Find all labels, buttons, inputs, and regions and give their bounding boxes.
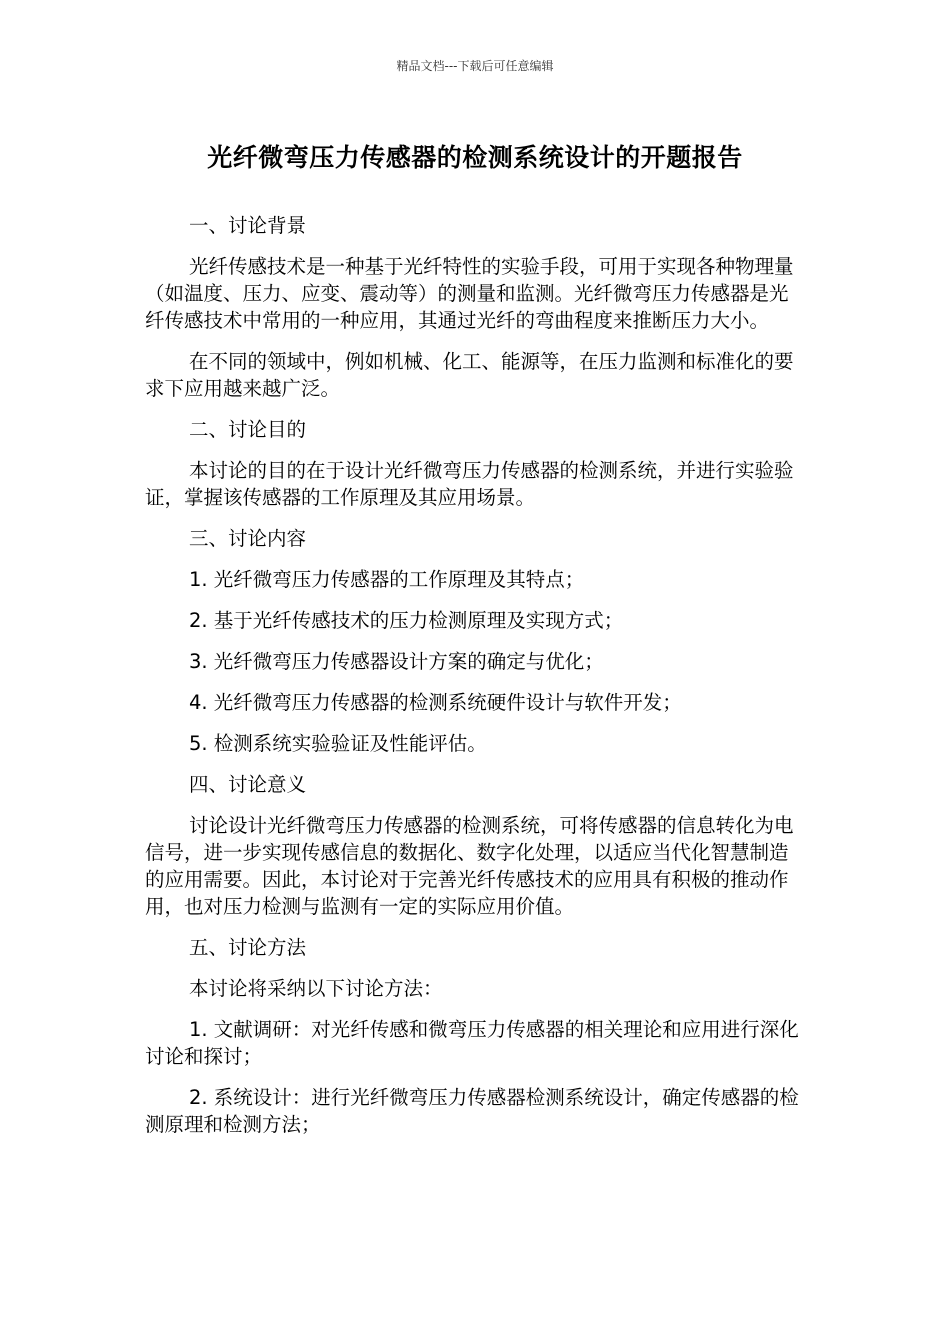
section-heading-significance: 四、讨论意义	[189, 773, 307, 796]
page-header: 精品文档---下载后可任意编辑	[396, 59, 554, 73]
list-item: 1. 光纤微弯压力传感器的工作原理及其特点；	[189, 568, 585, 591]
list-item: 2. 基于光纤传感技术的压力检测原理及实现方式；	[189, 609, 624, 632]
paragraph: 讨论设计光纤微弯压力传感器的检测系统，可将传感器的信息转化为电信号，进一步实现传感信息的数据化、数字化处理，以适应当代化智慧制造的应用需要。因此，本讨论对于完善光纤传感技术的应用具有积极的推动作用，也对压力检测与监测有一定的实际应用价值。	[145, 814, 794, 918]
document-body	[145, 212, 800, 1152]
list-item: 3. 光纤微弯压力传感器设计方案的确定与优化；	[189, 650, 604, 673]
list-item: 4. 光纤微弯压力传感器的检测系统硬件设计与软件开发；	[189, 691, 682, 714]
paragraph: 光纤传感技术是一种基于光纤特性的实验手段，可用于实现各种物理量（如温度、压力、应变、震动等）的测量和监测。光纤微弯压力传感器是光纤传感技术中常用的一种应用，其通过光纤的弯曲程度来推断压力大小。	[145, 255, 794, 332]
paragraph: 本讨论的目的在于设计光纤微弯压力传感器的检测系统，并进行实验验证，掌握该传感器的工作原理及其应用场景。	[145, 459, 794, 509]
paragraph: 在不同的领域中，例如机械、化工、能源等，在压力监测和标准化的要求下应用越来越广泛。	[145, 350, 794, 400]
list-item: 2. 系统设计：进行光纤微弯压力传感器检测系统设计，确定传感器的检测原理和检测方法；	[145, 1086, 799, 1136]
section-heading-content: 三、讨论内容	[189, 527, 307, 550]
paragraph: 本讨论将采纳以下讨论方法：	[189, 977, 443, 1000]
list-item: 1. 文献调研：对光纤传感和微弯压力传感器的相关理论和应用进行深化讨论和探讨；	[145, 1018, 799, 1068]
section-heading-purpose: 二、讨论目的	[189, 418, 307, 441]
list-item: 5. 检测系统实验验证及性能评估。	[189, 732, 487, 755]
section-heading-background: 一、讨论背景	[189, 214, 307, 237]
section-heading-method: 五、讨论方法	[189, 936, 307, 959]
document-title: 光纤微弯压力传感器的检测系统设计的开题报告	[207, 143, 743, 172]
